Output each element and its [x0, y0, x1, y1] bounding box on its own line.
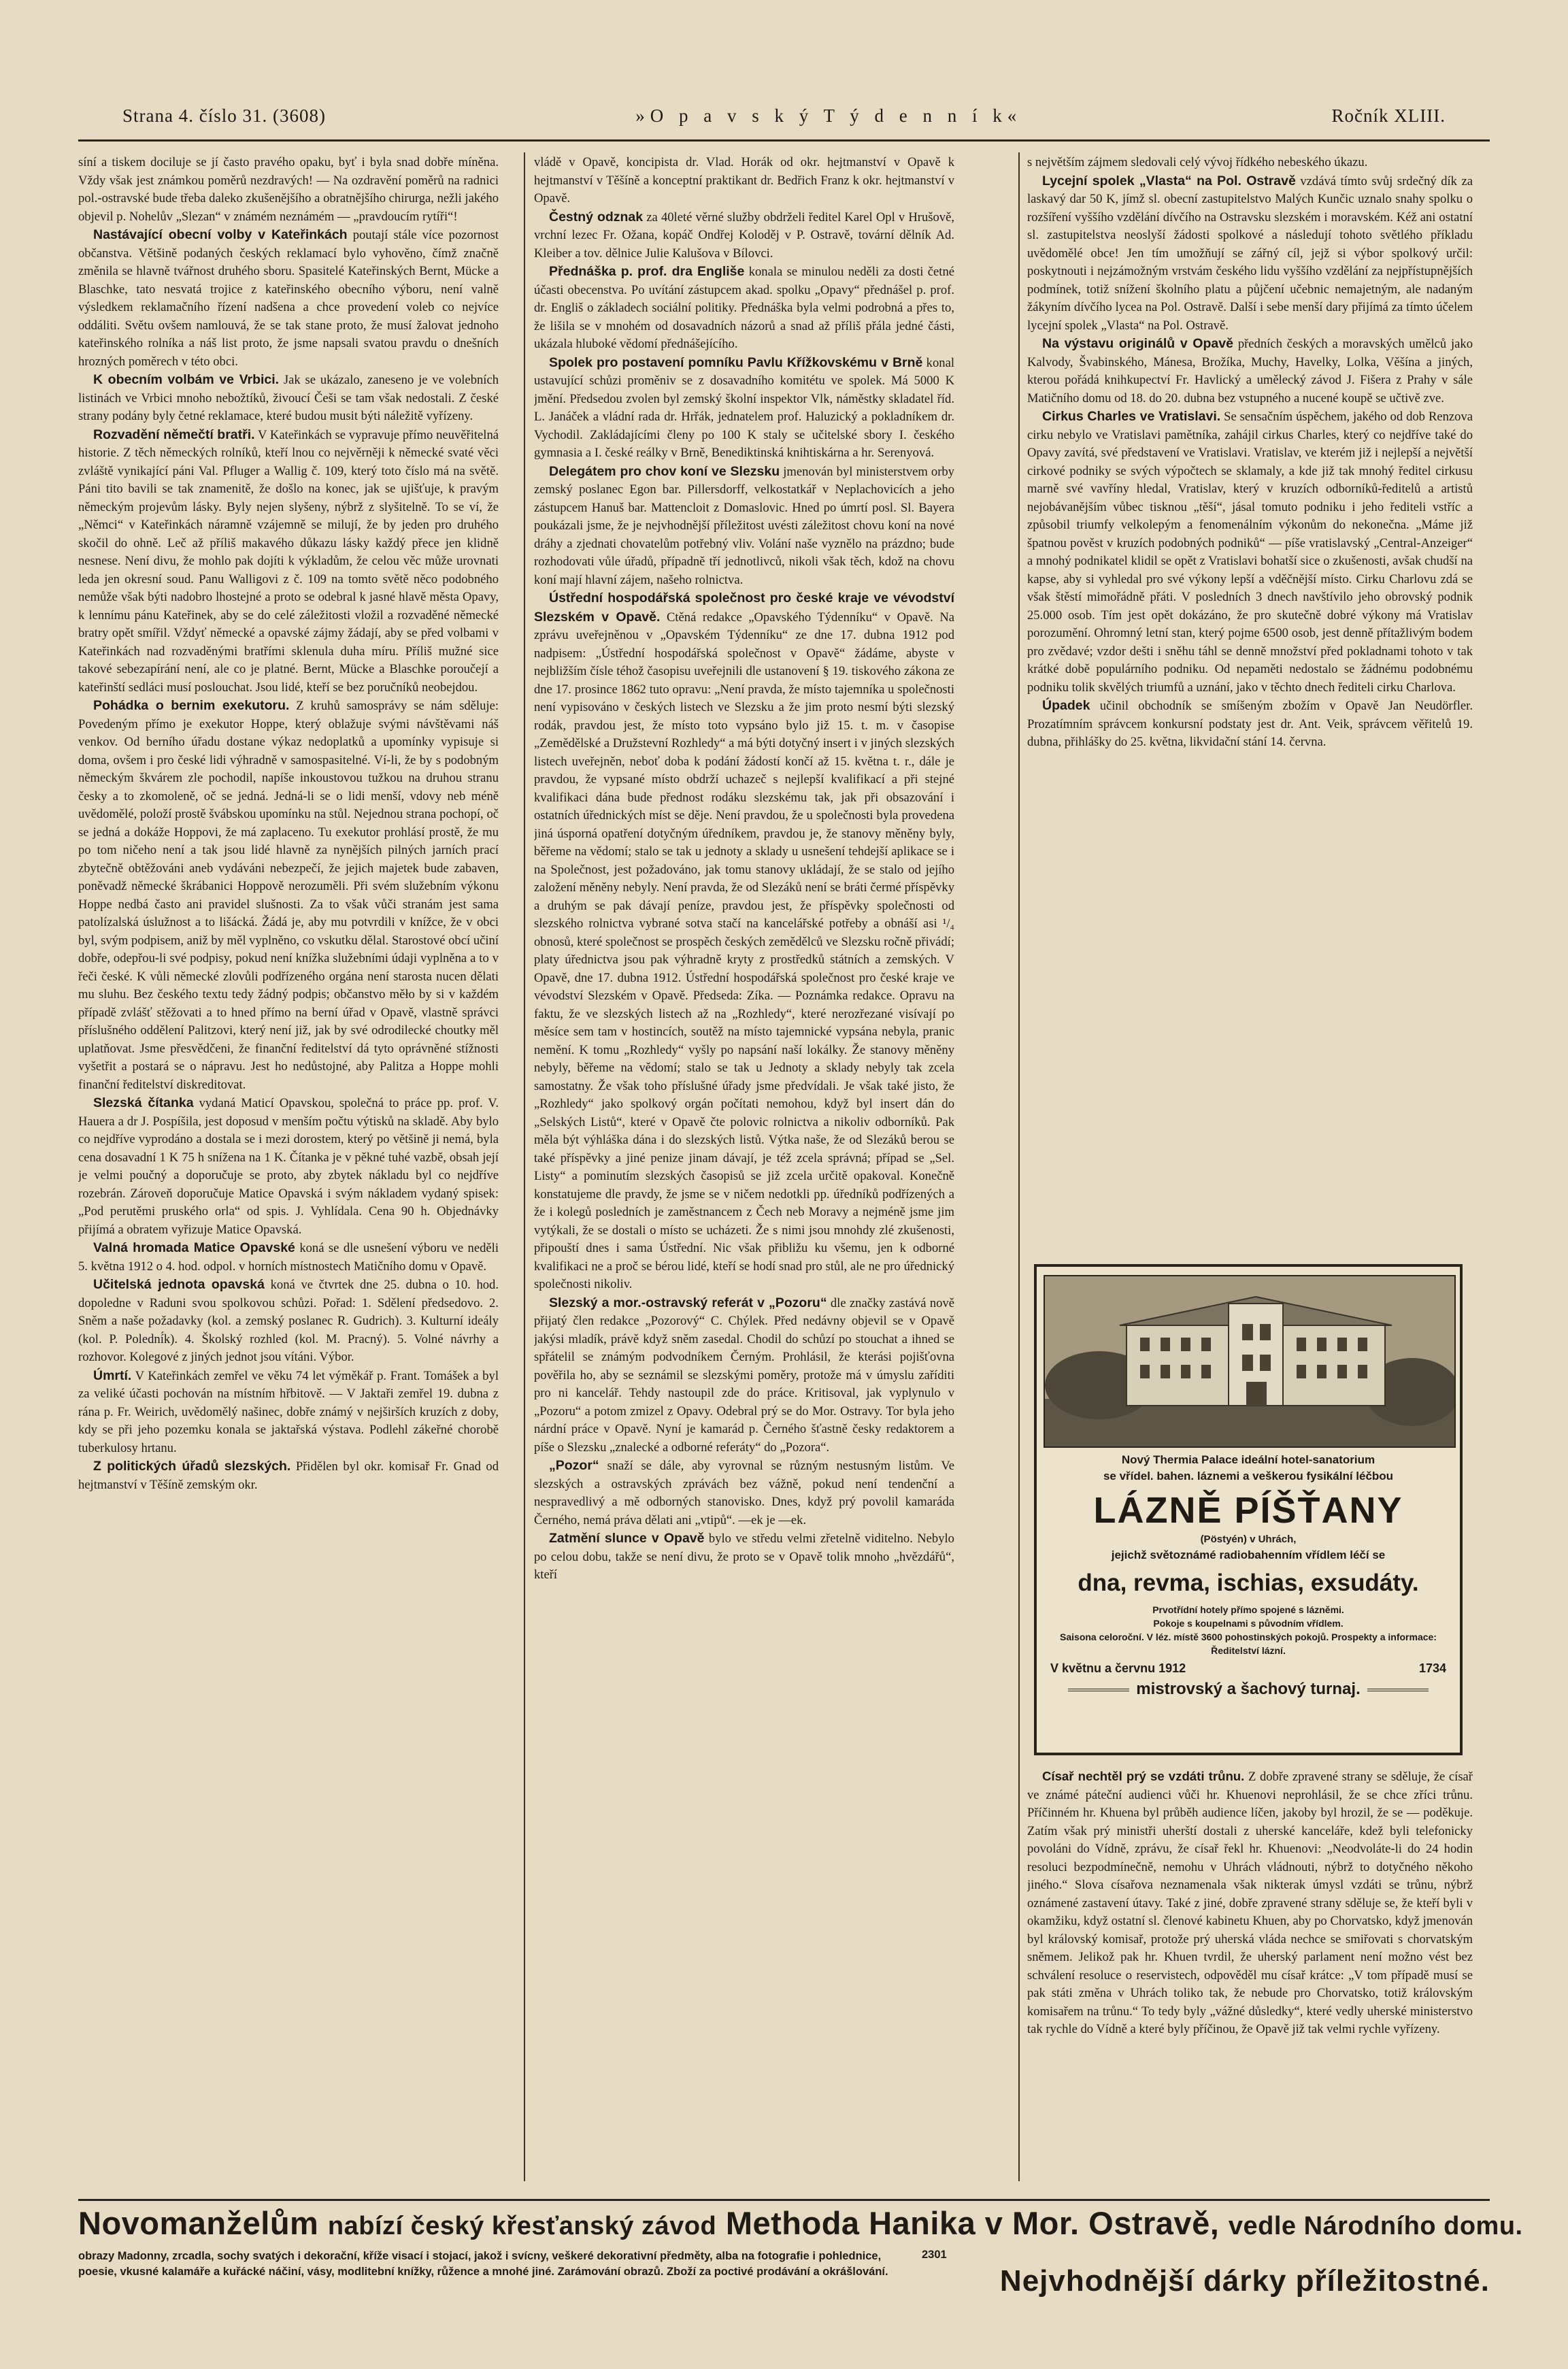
- article-headline: Úmrtí.: [93, 1368, 132, 1383]
- ad-line-2: se vřídel. bahen. láznemi a veškerou fysikální léčbou: [1103, 1470, 1394, 1482]
- article-paragraph: [78, 226, 499, 371]
- column-divider-1: [524, 152, 525, 2181]
- ad-line-3: jejichž světoznámé radiobahenním vřídlem léčí se: [1111, 1548, 1386, 1561]
- article-headline: Učitelská jednota opavská: [93, 1277, 265, 1292]
- article-body: s největším zájmem sledovali celý vývoj řídkého nebeského úkazu.: [1027, 155, 1368, 169]
- ad-subtitle: (Pöstyén) v Uhrách,: [1200, 1534, 1297, 1545]
- bottom-ad-right: [922, 2247, 1490, 2300]
- article-headline: Cirkus Charles ve Vratislavi.: [1042, 409, 1221, 424]
- article-paragraph: [534, 154, 954, 208]
- article-paragraph: [534, 589, 954, 1294]
- article-paragraph: [78, 1094, 499, 1239]
- article-paragraph: [534, 263, 954, 354]
- article-paragraph: [78, 1457, 499, 1494]
- ad-line-1: Nový Thermia Palace ideální hotel-sanatorium: [1121, 1453, 1375, 1466]
- article-body: Přidělen byl okr. komisař Fr. Gnad od hejtmanství v Těšíně zemským okr.: [78, 1459, 499, 1492]
- bottom-ad-text-c: Methoda Hanika v Mor. Ostravě,: [725, 2205, 1220, 2241]
- bottom-advertisement: [78, 2199, 1523, 2330]
- header-rule: [78, 139, 1490, 142]
- bottom-ad-product-list: obrazy Madonny, zrcadla, sochy svatých i dekorační, kříže visací i stojací, jakož i svícny, veškeré dekorativní předměty, alba na fotografie i pohlednice, poesie, vkusné kalamáře a kuřácké náčiní, vásy, modlitební knížky, růžence a mnohé jiné. Zarámování obrazů. Zboží za poctivé prodávání a okrášlování.: [78, 2250, 888, 2278]
- bottom-ad-slogan: Nejvhodnější dárky příležitostné.: [999, 2264, 1490, 2298]
- article-body: koná se dle usnešení výboru ve neděli 5. května 1912 o 4. hod. odpol. v horních místnostech Matičního domu v Opavě.: [78, 1241, 499, 1274]
- article-body: za 40leté věrné služby obdrželi ředitel Karel Opl v Hrušově, vrchní lezec Fr. Ožana, kopáč Ondřej Koloděj v P. Ostravě, tovární dělník Ad. Kleiber a tov. dělnice Julie Kalušova v Bílovci.: [534, 210, 954, 261]
- page-header: [122, 102, 1446, 129]
- article-paragraph: [78, 1367, 499, 1458]
- article-headline: Na výstavu originálů v Opavě: [1042, 336, 1233, 351]
- article-paragraph: [78, 1276, 499, 1367]
- article-paragraph: [534, 463, 954, 590]
- article-body: Z dobře zpravené strany se sděluje, že císař ve známé páteční audienci vůči hr. Khuenovi neprohlásil, že se chce zříci trůnu. Příčinném hr. Khuena byl průběh audience líčen, jakoby byl hrozil, že se — poděkuje. Zatím však prý ministři uherští dostali z uherské kanceláře, kdež byli telefonicky povoláni do Vídně, zprávu, že císař řekl hr. Khuenovi: „Neodvoláte-li do 24 hodin resoluci bezpodmínečně, nemohu v Uhrách vládnouti, nýbrž to dotyčného někoho jiného.“ Slova císařova neznamenala však nikterak úmysl vzdáti se trůnu, nýbrž oznámené zastavení útavy. Také z jiné, dobře zpravené strany sděluje se, že kteří byli v okamžiku, když ostatní sl. členové kabinetu Khuen, aby po Chorvatsko, když jmenován byl královský komisař, protože prý uherská vláda nechce se smiřovati s chorvatským sněmem. Jelikož pak hr. Khuen tvrdil, že uherský parlament není možno vést bez schválení resoluce o reservistech, odpověděl mu císař krátce: „V tom případě musí se pak státi změna v Uhrách toliko tak, že nebude pro Chorvatsko, totiž královským komisařem na trůnu.“ To tedy byly „vážné důsledky“, které vedly uherské ministerstvo tak rychle do Vídně a které byly příčinou, že Opavě již tak velmi rychle vyřízeny.: [1027, 1770, 1473, 2036]
- bottom-ad-text-b: nabízí český křesťanský závod: [327, 2212, 717, 2240]
- article-body: Ctěná redakce „Opavského Týdenníku“ v Opavě. Na zprávu uveřejněnou v „Opavském Týdenníku“ ze dne 17. dubna 1912 pod nadpisem: „Ústřední hospodářská společnost v Opavě“ žádáme, abyste v nejbližším čísle téhož časopisu uveřejnili dle ustanovení § 19. tiskového zákona ze dne 17. prosince 1862 tuto opravu: „Není pravda, že místo tajemníka u společnosti není vypisováno v českých listech ve Slezsku a že jim proto nesmí býti slezský rodák, pravdou jest, že místo toto vypsáno bylo již 15. t. m. v časopise „Zemědělské a Družstevní Rozhledy“ a má býti dotyčný insert i v jiných slezských listech uveřejněn, neboť doba k podání žádostí končí až 15. května t. r., dále je pravdou, že vypsané místo obdrží uchazeč s nejlepší kvalifikací a při stejné kvalifikaci dána bude přednost rodáku slezskému tak, jak při obsazování i ostatních úřednických míst se děje. Není pravdou, že u společnosti byla provedena jiná úsporná opatření dotyčným úředníkem, pravdou je, že stanovy měněny byly, běřeme na vědomí; stalo se tak u jednoty a sklady u usnešení tehdejší aplikace se i na Společnost, jest požadováno, jak tomu stanovy ukládají, že se stalo od jejího založení měněny nebyly. Není pravda, že od Slezáků není se bráti čermé příspěvky a druhým se pak dávají peníze, pravdou jest, že příspěvky společnosti od slezského rolnictva vybrané sotva stačí na kancelářské potřeby a obnáší asi ¹/₄ obnosů, které společnost se prospěch českých zemědělců ve Slezsku ročně přivádí; platy úřednictva jsou pak výhradně kryty z prostředků státních a zemských. V Opavě, dne 17. dubna 1912. Ústřední hospodářská společnost pro české kraje ve vévodství Slezském v Opavě. Předseda: Zíka. — Poznámka redakce. Opravu na faktu, že ve slezských listech až na „Rozhledy“, které nerozřezané visívají po měsíce sem tam v hostincích, soutěž na místo tajemnické vypsána nebyla, pranic nemění. K tomu „Rozhledy“ vyšly po napsání naší lokálky. Že stanovy měněny nebyly, běřeme na vědomí; stalo se tak u Jednoty a sklady nebyly tak zcela samostatny. Že však toho příslušné úřady jsme předvídali. Je však také jisto, že „Rozhledy“ jako spolkový orgán počítati nemohou, když byl insert dán do „Selských Listů“, které v Opavě čte polovic rolnictva a nikoliv odborníků. Pak měla být výhláška dána i do slezských listů. Výtka naše, že od Slezáků berou se také příspěvky a jiné penize jinam dávají, je též zcela správná; případ se „Sel. Listy“ a pominutím slezských časopisů se již zcela určitě opakoval. Konečně konstatujeme dle pravdy, že jsme se v ničem nedotkli pp. úředníků podřízených a že i kolegů posledních je zaměstnancem z Čech neb Moravy a nejméně jsme jim vytýkali, že se dostali o místo se ucházeti. Že s nimi jsou mnohdy zlé zkušenosti, připouští dnes i sama Ústřední. Nic však přibližu ku všemu, jen k odborné kvalifikaci ne a proč se bérou lidé, kteří se hodí snad pro stůl, ale ne pro úřednický společnosti nikoliv.: [534, 610, 954, 1291]
- article-body: poutají stále více pozornost občanstva. Většině podaných českých reklamací bylo vyhověno, čímž značně změnila se hlavně tvářnost druhého sboru. Spasitelé Kateřinských Bernt, Mücke a Blaschke, tato nesvatá trojice z kateřinského obecního výboru, není valně výsledkem reklamačního řízení nadšena a chce provedení voleb co nejvíce oddáliti. Světu ovšem namlouvá, že se tak stane proto, že musí žalovat jednoho kateřinského rolníka a náš list proto, že jsme napsali svatou pravdu o dnešních hrozných poměrech v této obci.: [78, 228, 499, 369]
- article-headline: Delegátem pro chov koní ve Slezsku: [549, 463, 780, 479]
- ad-info-3: Saisona celoroční. V léz. místě 3600 pohostinských pokojů. Prospekty a informace:: [1060, 1631, 1437, 1642]
- article-headline: Úpadek: [1042, 698, 1090, 713]
- bottom-ad-number: 2301: [922, 2249, 947, 2261]
- article-paragraph: [534, 354, 954, 463]
- article-paragraph: [534, 1529, 954, 1585]
- article-body: Se sensačním úspěchem, jakého od dob Renzova cirku nebylo ve Vratislavi pamětníka, zahájil cirkus Charles, který co nejdříve také do Opavy zavítá, své představení ve Vratislavi. Vratislav, ve kterém již i nejlepší a největší cirkové podniky se svých výpočtech se sklamaly, a kde již tak mnohý ředitel cirkusu marně své vavříny hledal, Vratislav, který v kruzích odborníků-ředitelů a artistů nejobávanějším vůbec tisknou „těší“, jásal tomuto podniku i jeho řediteli vstříc a způsobil triumfy velkolepým a fenomenálním výkonům do nekonečna. „Máme již špatnou pověst v kruzích podobných podniků“ — píše vratislavský „Central-Anzeiger“ a mnohý podnikatel klidil se opět z Vratislavi bohatší sice o zkušenosti, avšak chudší na kapse, aby si vyhledal pro své výkony lepší a vděčnější místo. Cirku Charlovu zdá se však štěstí mimořádně přáti. V posledních 3 dnech navštívilo jeho obrovský podnik 25.000 osob. Tím jest opět dokázáno, že pro skutečně dobré výkony má Vratislav porozumění. Ohromný letní stan, který pojme 6500 osob, jest denně přítažlivým bodem pro zvědavé; vzdor dešti i sněhu táhl se denně množství před pokladnami tohoto v tak krátké době populárního podniku. Od nepaměti nedostalo se žádnému podobnému podniku tolik skvělých triumfů a uznání, jako v těchto dnech řediteli cirku Charlova.: [1027, 410, 1473, 695]
- article-headline: Z politických úřadů slezských.: [93, 1459, 291, 1474]
- article-headline: Spolek pro postavení pomníku Pavlu Křížkovskému v Brně: [549, 354, 923, 370]
- article-body: konala se minulou neděli za dosti četné účasti obecenstva. Po uvítání zástupcem akad. spolku „Opavy“ přednášel p. prof. dr. Engliš o základech sociální politiky. Přednáška byla velmi podrobná a přes to, že lišila se v mnohém od dosavadních názorů a snad až příliš přála jedné části, ukázala hluboké vědomí přednášejícího.: [534, 265, 954, 351]
- spa-advertisement: [1034, 1264, 1463, 1755]
- article-headline: Přednáška p. prof. dra Engliše: [549, 264, 745, 279]
- header-page-number: Strana 4. číslo 31. (3608): [122, 105, 326, 126]
- article-headline: Slezská čítanka: [93, 1095, 194, 1110]
- header-title: »O p a v s k ý T ý d e n n í k«: [635, 105, 1022, 126]
- article-headline: „Pozor“: [549, 1458, 599, 1473]
- column-3: [1027, 154, 1473, 1256]
- article-paragraph: [1027, 335, 1473, 408]
- article-body: síní a tiskem dociluje se jí často pravého opaku, byť i byla snad dobře míněna. Vždy však jest známkou poměrů nezdravých! — Na ozdravění poměrů na radnici pol.-ostravské bude třeba daleko zkušenějšího a obratnějšího chirurga, nežli jakého objevil p. Nohelův „Slezan“ v známém neznámém — „pravdoucím rytíři“!: [78, 155, 499, 224]
- bottom-ad-text-d: vedle Národního domu.: [1228, 2212, 1523, 2240]
- spa-ad-text: [1044, 1452, 1453, 1699]
- article-paragraph: [534, 1457, 954, 1529]
- article-headline: Ústřední hospodářská společnost pro české kraje ve vévodství Slezském v Opavě.: [534, 591, 954, 625]
- ad-tournament: mistrovský a šachový turnaj.: [1044, 1680, 1453, 1699]
- ad-info-1: Prvotřídní hotely přímo spojené s lázněmi.: [1152, 1604, 1344, 1615]
- article-body: Jak se ukázalo, zaneseno je ve volebních listinách ve Vrbici mnoho nebožtíků, živoucí Češi se tam však nedostali. Z české strany podány byly četné reklamace, které budou musit býti náležitě vyřízeny.: [78, 373, 499, 423]
- column-2: [534, 154, 954, 2181]
- ad-date: V květnu a červnu 1912: [1050, 1661, 1186, 1675]
- article-paragraph: [1027, 172, 1473, 335]
- ad-title: LÁZNĚ PÍŠŤANY: [1093, 1490, 1403, 1531]
- ad-date-row: [1044, 1661, 1453, 1676]
- article-paragraph: [1027, 408, 1473, 697]
- article-body: učinil obchodník se smíšeným zbožím v Opavě Jan Neudörfler. Prozatímním správcem konkursní podstaty jest dr. Ant. Veik, správcem věřitelů 19. dubna, přihlášky do 25. května, likvidační stání 14. června.: [1027, 699, 1473, 749]
- article-headline: Čestný odznak: [549, 209, 644, 225]
- article-body: Z kruhů samosprávy se nám sděluje: Povedeným přímo je exekutor Hoppe, který oblažuje svými návštěvami náš venkov. Od berního úřadu dostane výkaz nedoplatků a upomínky vypisuje si doma, ovšem i pro české lidi výhradně v samospasitelné. Ví-li, že by s podobným německým škvárem zle pochodil, napíše inkoustovou tužkou na druhou stranu česky a to zkomoleně, oč se jedná. Jedná-li se o lidi menší, vdovy neb méně uvědomělé, položí prostě švábskou upomínku na stůl. Nejednou strana pochopí, oč se jedná a dokáže Hoppovi, že má zaplaceno. Tu exekutor prohlásí prostě, že mu po tom ničeho není a tak jsou lidé hlavně za nynějších pilných jarních prací zbytečně obtěžováni aneb vydáváni nebezpečí, že jejich majetek bude zabaven, poněvadž německé škrábanici Hoppově nerozuměli. Při svém služebním výkonu Hoppe nedbá často ani pravidel slušnosti. Za to však vůči stranám jest sama patolízalská úslužnost a to lišácká. Žádá je, aby mu potvrdili v knížce, že v obci byl, svým podpisem, aniž by měl vyplněno, co vskutku dělal. Starostové obcí učiní dobře, odepřou-li své podpisy, pokud není knížka služebními údaji vyplněna a to v řeči české. K vůli německé zlovůli podřízeného orgána není starosta nucen dělati mu sluhu. Bez českého textu tedy žádný podpis; občanstvo měło by si v každém případě zvlášť stěžovati a to hned přímo na berní úřad v Opavě, vlastně správci příslušného oddělení Palitzovi, který není již, jak by své odrodilecké choutky měl uplatňovat. Jsme přesvědčeni, že finanční ředitelství dá tyto oprávněné stížnosti vyšetřit a postará se o nápravu. Jest ho nedůstojné, aby Palitza a Hoppe mohli finanční ředitelství diskreditovat.: [78, 699, 499, 1092]
- bottom-ad-text-a: Novomanželům: [78, 2205, 319, 2241]
- sanatorium-building-image: [1045, 1276, 1454, 1446]
- article-paragraph: [1027, 1768, 1473, 2039]
- column-1: [78, 154, 499, 2181]
- ad-diseases: dna, revma, ischias, exsudáty.: [1078, 1570, 1419, 1596]
- sanatorium-illustration: [1044, 1275, 1456, 1448]
- article-paragraph: [78, 371, 499, 426]
- article-paragraph: [78, 1239, 499, 1276]
- article-paragraph: [78, 154, 499, 226]
- article-headline: K obecním volbám ve Vrbici.: [93, 372, 280, 387]
- article-body: snaží se dále, aby vyrovnal se různým nestusným listům. Ve slezských a ostravských zprávách bez vážně, pokud není tendenční a nespravedlivý a mě odborných stanovisko. Dnes, když prý povolil kamaráda Černého, nemá práva dělati ani „vtipů“. —ek je —ek.: [534, 1459, 954, 1527]
- article-headline: Lycejní spolek „Vlasta“ na Pol. Ostravě: [1042, 173, 1296, 188]
- column-3-lower: [1027, 1768, 1473, 2176]
- article-headline: Pohádka o bernim exekutoru.: [93, 698, 290, 713]
- ad-info-4: Ředitelství lázní.: [1211, 1645, 1286, 1656]
- article-headline: Slezský a mor.-ostravský referát v „Pozoru“: [549, 1295, 827, 1310]
- article-headline: Rozvadění němečtí bratři.: [93, 427, 255, 442]
- article-headline: Valná hromada Matice Opavské: [93, 1240, 295, 1255]
- article-paragraph: [78, 697, 499, 1094]
- article-body: vládě v Opavě, koncipista dr. Vlad. Horák od okr. hejtmanství v Opavě k hejtmanství v Těšíně a konceptní praktikant dr. Bedřich Franz k okr. hejtmanství v Opavě.: [534, 155, 954, 205]
- article-body: vydaná Maticí Opavskou, společná to práce pp. prof. V. Hauera a dr J. Pospíšila, jest doposud v menším počtu výtisků na skladě. Aby bylo co nejdříve vyprodáno a dostala se i mezi dorostem, který po většině ji nemá, byla cena dosavadní 1 K 75 h snížena na 1 K. Čítanka je v pěkné tuhé vazbě, obsah její je velmi poučný a doporučuje se proto, aby zbytek nákladu byl co nejdříve rozebrán. Zároveň doporučuje Matice Opavská i svým nákladem vydaný spisek: „Pod perutěmi pruského orla“ od spis. J. Vyhlídala. Cena 90 h. Objednávky přijímá a obratem vyřizuje Matice Opavská.: [78, 1096, 499, 1237]
- header-volume: Ročník XLIII.: [1331, 105, 1446, 126]
- article-body: konal ustavující schůzi proměniv se z dosavadního komitétu ve spolek. Má 5000 K jmění. Předsedou zvolen byl zemský školní inspektor Vlk, náměstky skladatel říd. L. Janáček a vládní rada dr. Hrřák, jednatelem prof. Haluzický a pokladníkem dr. Vychodil. Zakládajícími členy po 100 K staly se učitelské sbory I. českého gymnasia a I. české reálky v Brně, Benediktinská knihtiskárna a hr. Serenyová.: [534, 355, 954, 460]
- column-divider-2: [1018, 152, 1020, 2181]
- bottom-ad-headline: [78, 2204, 1523, 2246]
- article-headline: Císař nechtěl prý se vzdáti trůnu.: [1042, 1769, 1245, 1783]
- article-body: bylo ve středu velmi zřetelně viditelno. Nebylo po celou dobu, takže se není divu, že proto se v Opavě tolik mnoho „hvězdářů“, kteří: [534, 1531, 954, 1582]
- article-body: dle značky zastává nově přijatý člen redakce „Pozorový“ C. Chýlek. Před nedávny objevil se v Opavě jakýsi mladík, právě když sněm zasedal. Chodil do schůzí po stouchat a ihned se spřátelil se známým podvodníkem Černým. Prohlásil, že kterási pojišťovna pověřila ho, aby se seznámil se slezskými poměry, protože má v úmyslu zaříditi pro ni kancelář. Tehdy nastoupil zde do práce. Kritisoval, jak vyplynulo v „Pozoru“ a potom zmizel z Opavy. Odebral prý se do Mor. Ostravy. Tor byla jeho nárdní práce v Opavě. Nyní je kamarád p. Černého šťastně česky redaktorem a píše o Slezsku „znalecké a odborné referáty“ do „Pozora“.: [534, 1295, 954, 1455]
- article-paragraph: [534, 1294, 954, 1457]
- article-body: jmenován byl ministerstvem orby zemský poslanec Egon bar. Pillersdorff, velkostatkář v Neplachovicích a jeho zástupcem Hanuš bar. Mattencloit z Domaslovic. Hned po úmrtí posl. Sl. Bayera poukázali jsme, že je nejvhodnější příležitost uvésti záležitost chovu koní na nové dráhy a zjednati chovatelům potřebný vliv. Volání naše vyznělo na prázdno; bude rozhodovati vůle úřadů, případně tří jednotlivců, nikoli však těch, kdož na chovu koní mají hlavní zájem, našeho rolnictva.: [534, 464, 954, 587]
- article-headline: Zatmění slunce v Opavě: [549, 1531, 705, 1546]
- article-body: koná ve čtvrtek dne 25. dubna o 10. hod. dopoledne v Raduni svou spolkovou schůzi. Pořad: 1. Sdělení předsedovo. 2. Sněm a naše požadavky (kol. a zemský poslanec R. Gudrich). 3. Kulturní ideály (kol. P. Polední́k). 4. Školský rozhled (kol. M. Pracný). 5. Volné návrhy a rozhovor. Kolegové z jiných jednot jsou vítáni. Výbor.: [78, 1278, 499, 1364]
- article-body: V Kateřinkách se vypravuje přímo neuvěřitelná historie. Z těch německých rolníků, kteří lnou co nejvěrněji k německé svaté věci zvláště vynikající páni Val. Pfluger a Wallig č. 109, který toto číslo má na světě. Páni tito bavili se tak znamenitě, že došlo na konec, jak se ujišťuje, k pravým německým projevům lásky. Byly nejen slyšeny, nýbrž z slyšitelně. To se ví, že „Němci“ v Kateřinkách náramně vzájemně se milují, že by jeden pro druhého skočil do ohně. Leč až příliš makavého důkazu lásky každý přece jen klidně nesnese. Není divu, že mohlo pak dojíti k výkladům, že celou věc může urovnati leda jen okresní soud. Panu Walligovi z č. 109 na tomto světě něco podobného nemůže však býti nadobro lhostejné a proto se odebral k jasné hlavě města Opavy, k lennímu pánu Kateřinek, aby se do celé záležitosti vložil a rozvaděné německé bratry opět smířil. Vždyť německé a opavské zájmy žádají, aby se před volbami v Kateřinkách nad rozvaděnými bratřími sklenula duha míru. Příliš mužné sice takové sebezapírání není, ale co je platné. Bernt, Mücke a Blaschke poroučejí a kateřinští sedláci musí poslouchat. Jsou lidé, kteří se bez poručníků neobejdou.: [78, 427, 499, 695]
- article-body: předních českých a moravských umělců jako Kalvody, Švabinského, Mánesa, Brožíka, Muchy, Havelky, Lolka, Věšína a jiných, kterou pořádá knihkupectví Fr. Havlický a umělecký závod J. Fišera z Prahy v sále Matičního domu od 18. do 20. dubna bez vstupného a nucené koupě se učtivě zve.: [1027, 337, 1473, 405]
- article-paragraph: [1027, 154, 1473, 172]
- article-headline: Nastávající obecní volby v Kateřinkách: [93, 227, 348, 242]
- article-paragraph: [534, 208, 954, 263]
- article-body: V Kateřinkách zemřel ve věku 74 let výměkář p. Frant. Tomášek a byl za veliké účasti pochován na místním hřbitově. — V Jaktaři zemřel 19. dubna z rána p. Fr. Weirich, uvědomělý našinec, dobře známý v nejširších kruzích z doby, kdy se při jeho pozemku konala se jaktařská výstava. Podlehl zákeřné chorobě tuberkulosy hrtanu.: [78, 1368, 499, 1455]
- ad-info-2: Pokoje s koupelnami s původním vřídlem.: [1153, 1618, 1344, 1629]
- ad-number: 1734: [1418, 1661, 1446, 1675]
- article-paragraph: [1027, 697, 1473, 752]
- article-paragraph: [78, 426, 499, 697]
- article-body: vzdává tímto svůj srdečný dík za laskavý dar 50 K, jímž sl. obecní zastupitelstvo Malých Kunčic uznalo snahy spolku o rozšíření vyššího vzdělání dívčího na Ostravsku slezském i moravském. Kéž ani ostatní sl. zastupitelstva neoslyší žádosti spolkové a následují tohoto světlého příkladu uvědomělé obce! Jen tím umožňují se zářný cíl, jejž si výbor spolkový určil: poskytnouti i nejzámožným vrstvám českého lidu vyššího vzdělání za nejpřístupnějších podmínek, totiž snížení školního platu a půjčení učebnic nemajetným, ale nadaným žákyním dívčího lycea na Pol. Ostravě. Další i sebe menší dary přijímá za tímto účelem lycejní spolek „Vlasta“ na Pol. Ostravě.: [1027, 173, 1473, 333]
